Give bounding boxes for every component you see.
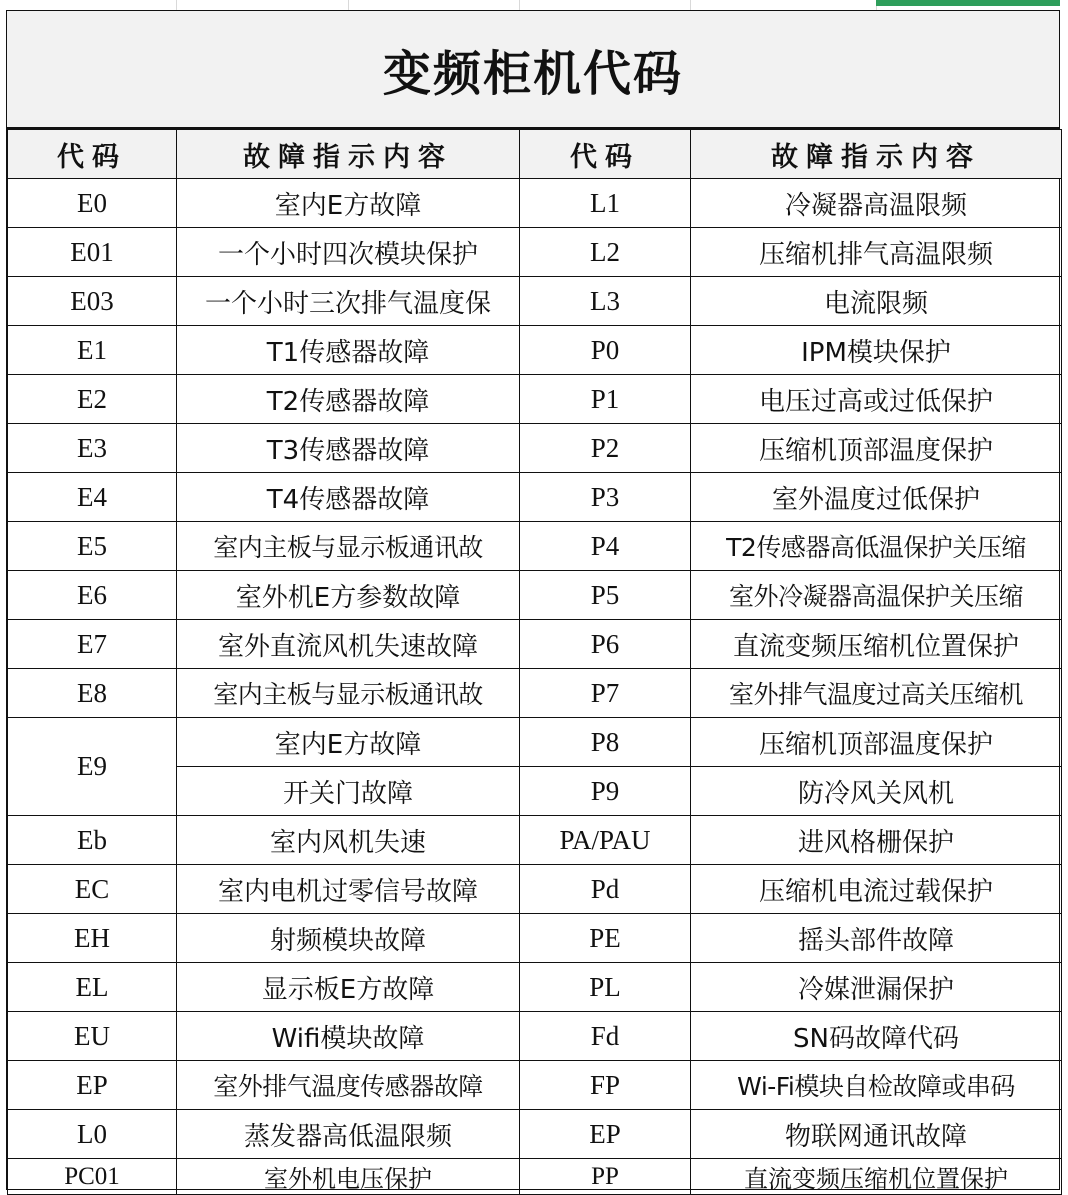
description-cell[interactable]: IPM模块保护 bbox=[691, 326, 1062, 375]
description-cell[interactable]: 直流变频压缩机位置保护 bbox=[691, 620, 1062, 669]
description-cell[interactable]: 室外机E方参数故障 bbox=[177, 571, 520, 620]
description-cell[interactable]: 冷凝器高温限频 bbox=[691, 179, 1062, 228]
cell-selection-indicator bbox=[876, 0, 1060, 6]
table-row bbox=[8, 277, 1062, 326]
table-row bbox=[8, 1061, 1062, 1110]
grid-line bbox=[519, 0, 520, 10]
table-row bbox=[8, 424, 1062, 473]
code-cell[interactable]: EC bbox=[8, 865, 177, 914]
description-cell[interactable]: 室外机电压保护 bbox=[177, 1159, 520, 1195]
description-cell[interactable]: 室内风机失速 bbox=[177, 816, 520, 865]
table-row bbox=[8, 865, 1062, 914]
header-code-1[interactable]: 代码 bbox=[8, 130, 177, 179]
code-cell[interactable]: P7 bbox=[520, 669, 691, 718]
table-row bbox=[8, 1159, 1062, 1195]
grid-line bbox=[690, 0, 691, 10]
code-cell[interactable]: Eb bbox=[8, 816, 177, 865]
table-row bbox=[8, 326, 1062, 375]
code-cell[interactable]: Fd bbox=[520, 1012, 691, 1061]
table-row bbox=[8, 179, 1062, 228]
error-code-sheet bbox=[6, 10, 1060, 1193]
code-cell[interactable]: E01 bbox=[8, 228, 177, 277]
description-cell[interactable]: 电压过高或过低保护 bbox=[691, 375, 1062, 424]
description-cell[interactable]: 压缩机顶部温度保护 bbox=[691, 424, 1062, 473]
header-row bbox=[8, 130, 1062, 179]
code-cell[interactable]: E6 bbox=[8, 571, 177, 620]
code-cell[interactable]: E5 bbox=[8, 522, 177, 571]
table-row bbox=[8, 1012, 1062, 1061]
code-cell[interactable]: EP bbox=[520, 1110, 691, 1159]
table-row bbox=[8, 914, 1062, 963]
code-cell[interactable]: PC01 bbox=[8, 1159, 177, 1195]
code-cell[interactable]: L0 bbox=[8, 1110, 177, 1159]
description-cell[interactable]: 压缩机顶部温度保护 bbox=[691, 718, 1062, 767]
table-row bbox=[8, 522, 1062, 571]
header-description-2[interactable]: 故障指示内容 bbox=[691, 130, 1062, 179]
code-cell[interactable]: PL bbox=[520, 963, 691, 1012]
code-cell[interactable]: L2 bbox=[520, 228, 691, 277]
code-cell[interactable]: FP bbox=[520, 1061, 691, 1110]
description-cell[interactable]: 室外排气温度过高关压缩机 bbox=[691, 669, 1062, 718]
code-cell[interactable]: P0 bbox=[520, 326, 691, 375]
grid-line bbox=[348, 0, 349, 10]
description-cell[interactable]: 压缩机电流过载保护 bbox=[691, 865, 1062, 914]
table-row bbox=[8, 1110, 1062, 1159]
description-cell[interactable]: T2传感器故障 bbox=[177, 375, 520, 424]
description-cell[interactable]: Wifi模块故障 bbox=[177, 1012, 520, 1061]
table-row bbox=[8, 375, 1062, 424]
table-row bbox=[8, 816, 1062, 865]
table-row bbox=[8, 473, 1062, 522]
code-cell[interactable]: L3 bbox=[520, 277, 691, 326]
description-cell[interactable]: 防冷风关风机 bbox=[691, 767, 1062, 816]
table-row bbox=[8, 963, 1062, 1012]
description-cell[interactable]: T3传感器故障 bbox=[177, 424, 520, 473]
spreadsheet-grid-strip bbox=[0, 0, 1068, 10]
table-row bbox=[8, 718, 1062, 767]
header-code-2[interactable]: 代码 bbox=[520, 130, 691, 179]
table-row bbox=[8, 669, 1062, 718]
code-cell[interactable]: E1 bbox=[8, 326, 177, 375]
sheet-title: 变频柜机代码 bbox=[7, 11, 1059, 129]
code-cell[interactable]: E03 bbox=[8, 277, 177, 326]
code-cell[interactable]: P9 bbox=[520, 767, 691, 816]
table-row bbox=[8, 228, 1062, 277]
description-cell[interactable]: 室内主板与显示板通讯故 bbox=[177, 522, 520, 571]
description-cell[interactable]: 物联网通讯故障 bbox=[691, 1110, 1062, 1159]
header-description-1[interactable]: 故障指示内容 bbox=[177, 130, 520, 179]
code-cell[interactable]: PP bbox=[520, 1159, 691, 1195]
description-cell[interactable]: T1传感器故障 bbox=[177, 326, 520, 375]
code-cell[interactable]: L1 bbox=[520, 179, 691, 228]
code-cell[interactable]: PA/PAU bbox=[520, 816, 691, 865]
description-cell[interactable]: 摇头部件故障 bbox=[691, 914, 1062, 963]
code-cell[interactable]: P4 bbox=[520, 522, 691, 571]
description-cell[interactable]: 压缩机排气高温限频 bbox=[691, 228, 1062, 277]
code-cell[interactable]: E8 bbox=[8, 669, 177, 718]
code-cell[interactable]: EU bbox=[8, 1012, 177, 1061]
code-cell[interactable]: E4 bbox=[8, 473, 177, 522]
code-cell[interactable]: E2 bbox=[8, 375, 177, 424]
code-cell[interactable]: E0 bbox=[8, 179, 177, 228]
description-cell[interactable]: 射频模块故障 bbox=[177, 914, 520, 963]
grid-line bbox=[176, 0, 177, 10]
description-cell[interactable]: 室外直流风机失速故障 bbox=[177, 620, 520, 669]
code-cell[interactable]: P1 bbox=[520, 375, 691, 424]
code-cell[interactable]: P8 bbox=[520, 718, 691, 767]
description-cell[interactable]: 冷媒泄漏保护 bbox=[691, 963, 1062, 1012]
description-cell[interactable]: 直流变频压缩机位置保护 bbox=[691, 1159, 1062, 1195]
code-cell[interactable]: EP bbox=[8, 1061, 177, 1110]
description-cell[interactable]: T4传感器故障 bbox=[177, 473, 520, 522]
description-cell[interactable]: 显示板E方故障 bbox=[177, 963, 520, 1012]
description-cell[interactable]: 开关门故障 bbox=[177, 767, 520, 816]
description-cell[interactable]: 室内E方故障 bbox=[177, 718, 520, 767]
code-cell[interactable]: EH bbox=[8, 914, 177, 963]
description-cell[interactable]: 一个小时四次模块保护 bbox=[177, 228, 520, 277]
code-cell[interactable]: P2 bbox=[520, 424, 691, 473]
description-cell[interactable]: 电流限频 bbox=[691, 277, 1062, 326]
description-cell[interactable]: SN码故障代码 bbox=[691, 1012, 1062, 1061]
description-cell[interactable]: 室外温度过低保护 bbox=[691, 473, 1062, 522]
description-cell[interactable]: 室内主板与显示板通讯故 bbox=[177, 669, 520, 718]
code-cell[interactable]: EL bbox=[8, 963, 177, 1012]
description-cell[interactable]: Wi-Fi模块自检故障或串码 bbox=[691, 1061, 1062, 1110]
code-cell[interactable]: E7 bbox=[8, 620, 177, 669]
description-cell[interactable]: 一个小时三次排气温度保 bbox=[177, 277, 520, 326]
code-cell-merged[interactable]: E9 bbox=[8, 718, 177, 816]
code-cell[interactable]: E3 bbox=[8, 424, 177, 473]
description-cell[interactable]: 进风格栅保护 bbox=[691, 816, 1062, 865]
description-cell[interactable]: 室外冷凝器高温保护关压缩 bbox=[691, 571, 1062, 620]
description-cell[interactable]: 室内E方故障 bbox=[177, 179, 520, 228]
description-cell[interactable]: 室内电机过零信号故障 bbox=[177, 865, 520, 914]
table-row bbox=[8, 571, 1062, 620]
description-cell[interactable]: T2传感器高低温保护关压缩 bbox=[691, 522, 1062, 571]
code-cell[interactable]: Pd bbox=[520, 865, 691, 914]
code-cell[interactable]: P5 bbox=[520, 571, 691, 620]
description-cell[interactable]: 室外排气温度传感器故障 bbox=[177, 1061, 520, 1110]
description-cell[interactable]: 蒸发器高低温限频 bbox=[177, 1110, 520, 1159]
code-cell[interactable]: P6 bbox=[520, 620, 691, 669]
code-cell[interactable]: PE bbox=[520, 914, 691, 963]
table-row bbox=[8, 620, 1062, 669]
error-code-table bbox=[7, 129, 1062, 1195]
code-cell[interactable]: P3 bbox=[520, 473, 691, 522]
